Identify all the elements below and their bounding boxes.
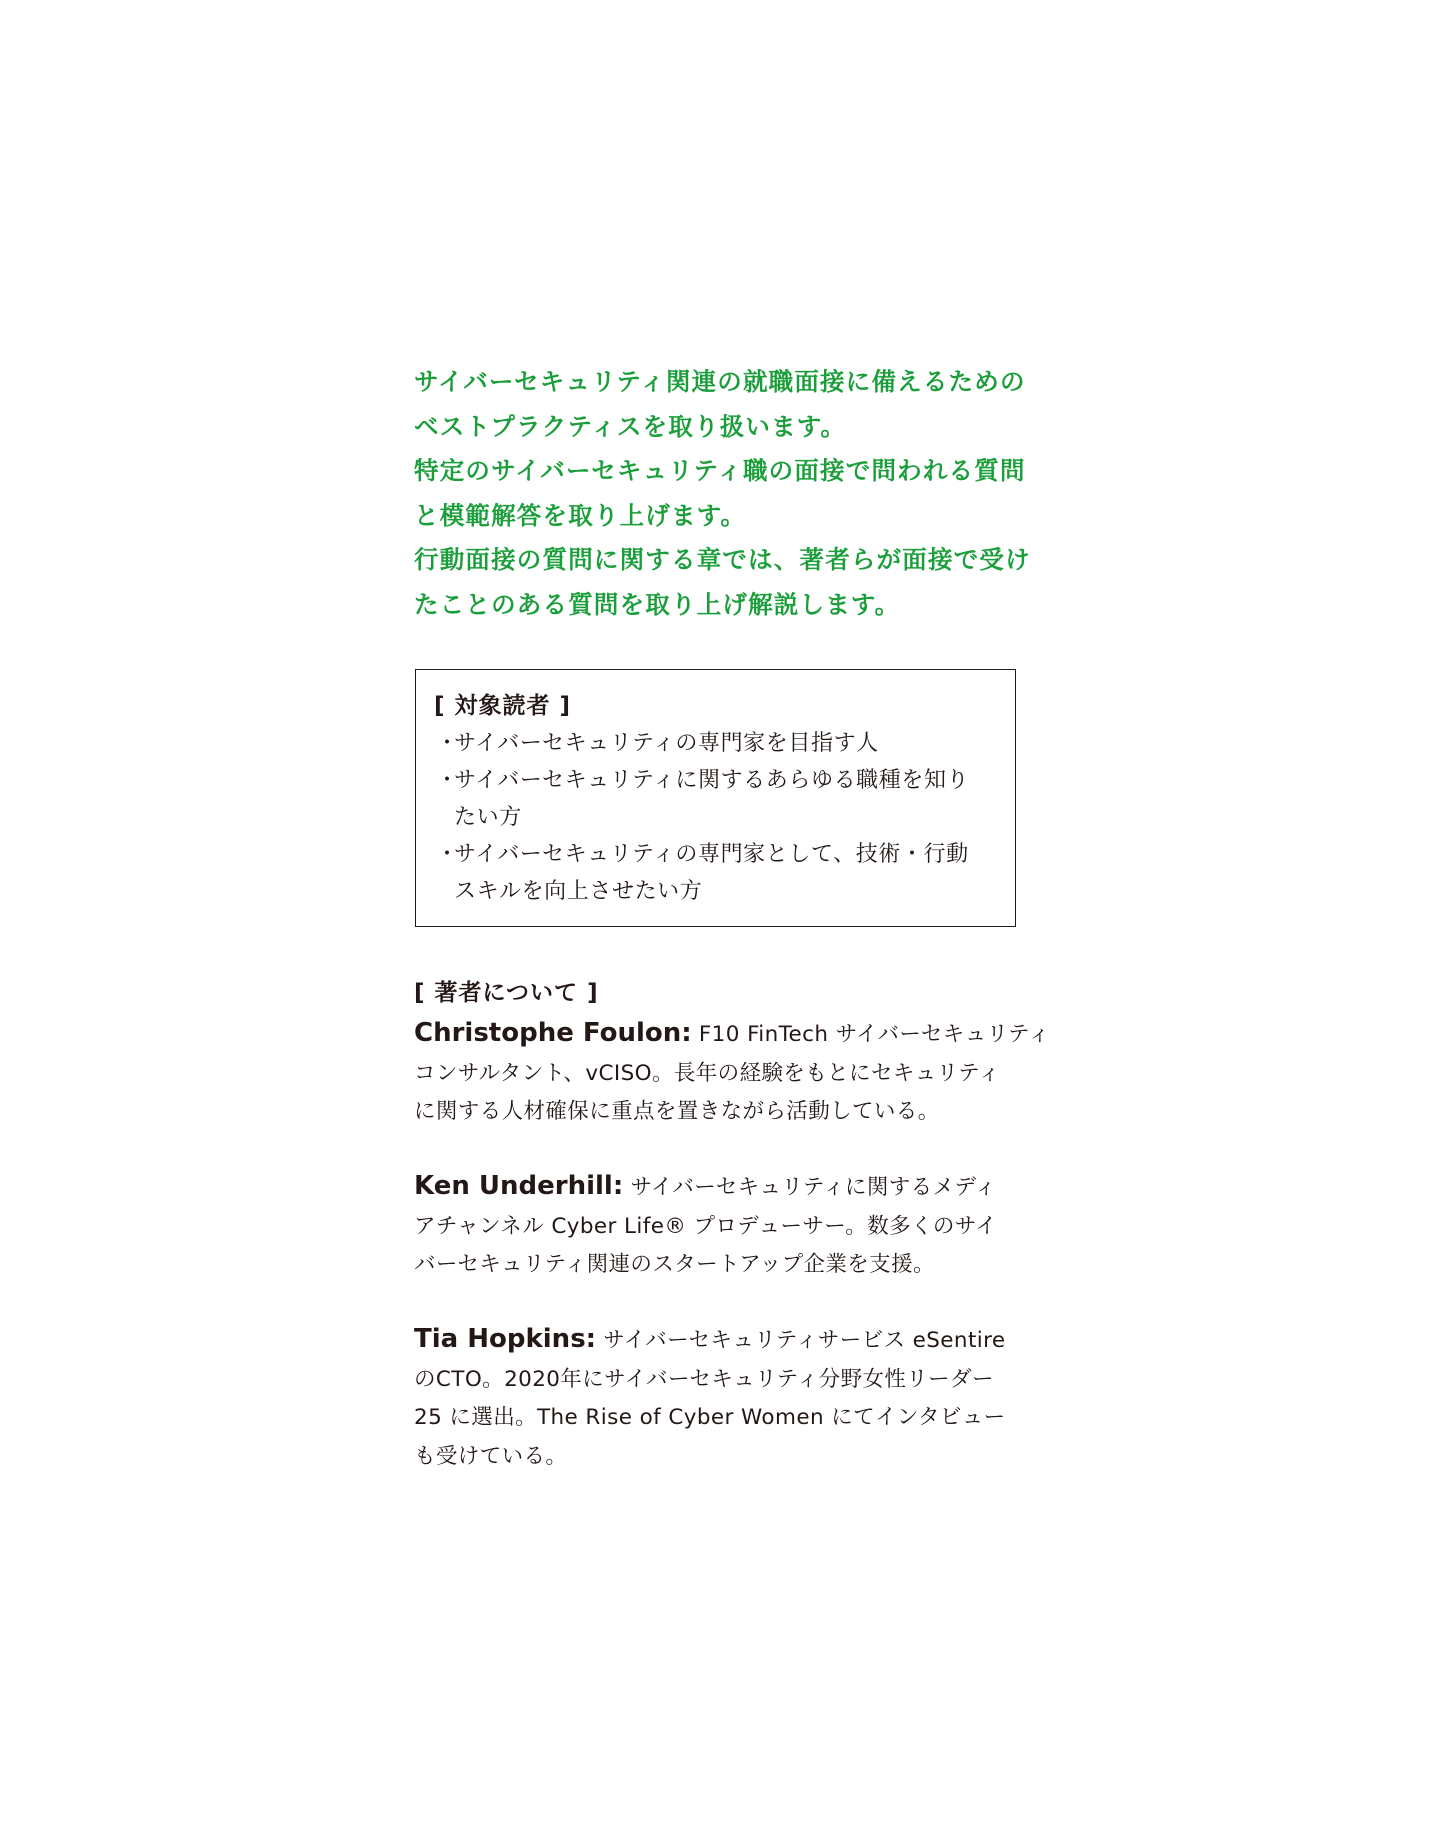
list-item [436,762,1011,836]
bullet-icon: ・ [436,768,459,793]
author-bio-first-line [414,1014,1051,1055]
author-bio-text: に関する人材確保に重点を置きながら活動している。 [414,1099,940,1124]
authors-heading: [ 著者について ] [414,980,599,1006]
target-audience-list [436,725,1011,910]
list-item-text: サイバーセキュリティに関するあらゆる職種を知り [454,768,970,793]
list-item [436,836,1011,910]
bullet-icon: ・ [436,731,459,756]
list-item-text: スキルを向上させたい方 [454,879,703,904]
list-item-text: サイバーセキュリティの専門家として、技術・行動 [454,842,969,867]
target-audience-box [415,669,1016,927]
list-item [436,725,1011,762]
intro-line: と模範解答を取り上げます。 [414,500,747,530]
intro-line: たことのある質問を取り上げ解説します。 [414,589,901,619]
author-bio-text: サイバーセキュリティに関するメディ [623,1175,997,1200]
target-audience-heading: [ 対象読者 ] [434,693,572,719]
author-name: Tia Hopkins: [414,1324,597,1354]
intro-line: サイバーセキュリティ関連の就職面接に備えるための [414,367,1026,396]
bullet-icon: ・ [436,842,459,867]
author-bio-text: バーセキュリティ関連のスタートアップ企業を支援。 [414,1252,935,1277]
list-item-text: たい方 [454,805,522,830]
intro-line: 特定のサイバーセキュリティ職の面接で問われる質問 [414,456,1026,485]
author-bio-text: コンサルタント、vCISO。長年の経験をもとにセキュリティ [414,1060,1001,1086]
author-bio-text: F10 FinTech サイバーセキュリティ [691,1022,1051,1047]
author-bio-first-line [414,1167,1034,1208]
author-bio-first-line [414,1320,1034,1361]
author-name: Ken Underhill: [414,1171,624,1201]
author-bio-text: 25 に選出。The Rise of Cyber Women にてインタビュー [414,1405,1006,1430]
list-item-text: サイバーセキュリティの専門家を目指す人 [454,731,879,756]
author-bio [414,1014,1051,1132]
author-name: Christophe Foulon: [414,1018,692,1048]
author-bio [414,1320,1034,1476]
author-bio-text: サイバーセキュリティサービス eSentire [596,1328,1006,1353]
intro-text [414,360,1034,627]
intro-line: ベストプラクティスを取り扱います。 [414,411,847,441]
author-bio-text: も受けている。 [414,1443,568,1469]
intro-line: 行動面接の質問に関する章では、著者らが面接で受け [414,545,1031,574]
author-bio [414,1167,1034,1285]
author-bio-text: アチャンネル Cyber Life® プロデューサー。数多くのサイ [414,1213,998,1239]
author-bio-text: のCTO。2020年にサイバーセキュリティ分野女性リーダー [414,1366,994,1392]
